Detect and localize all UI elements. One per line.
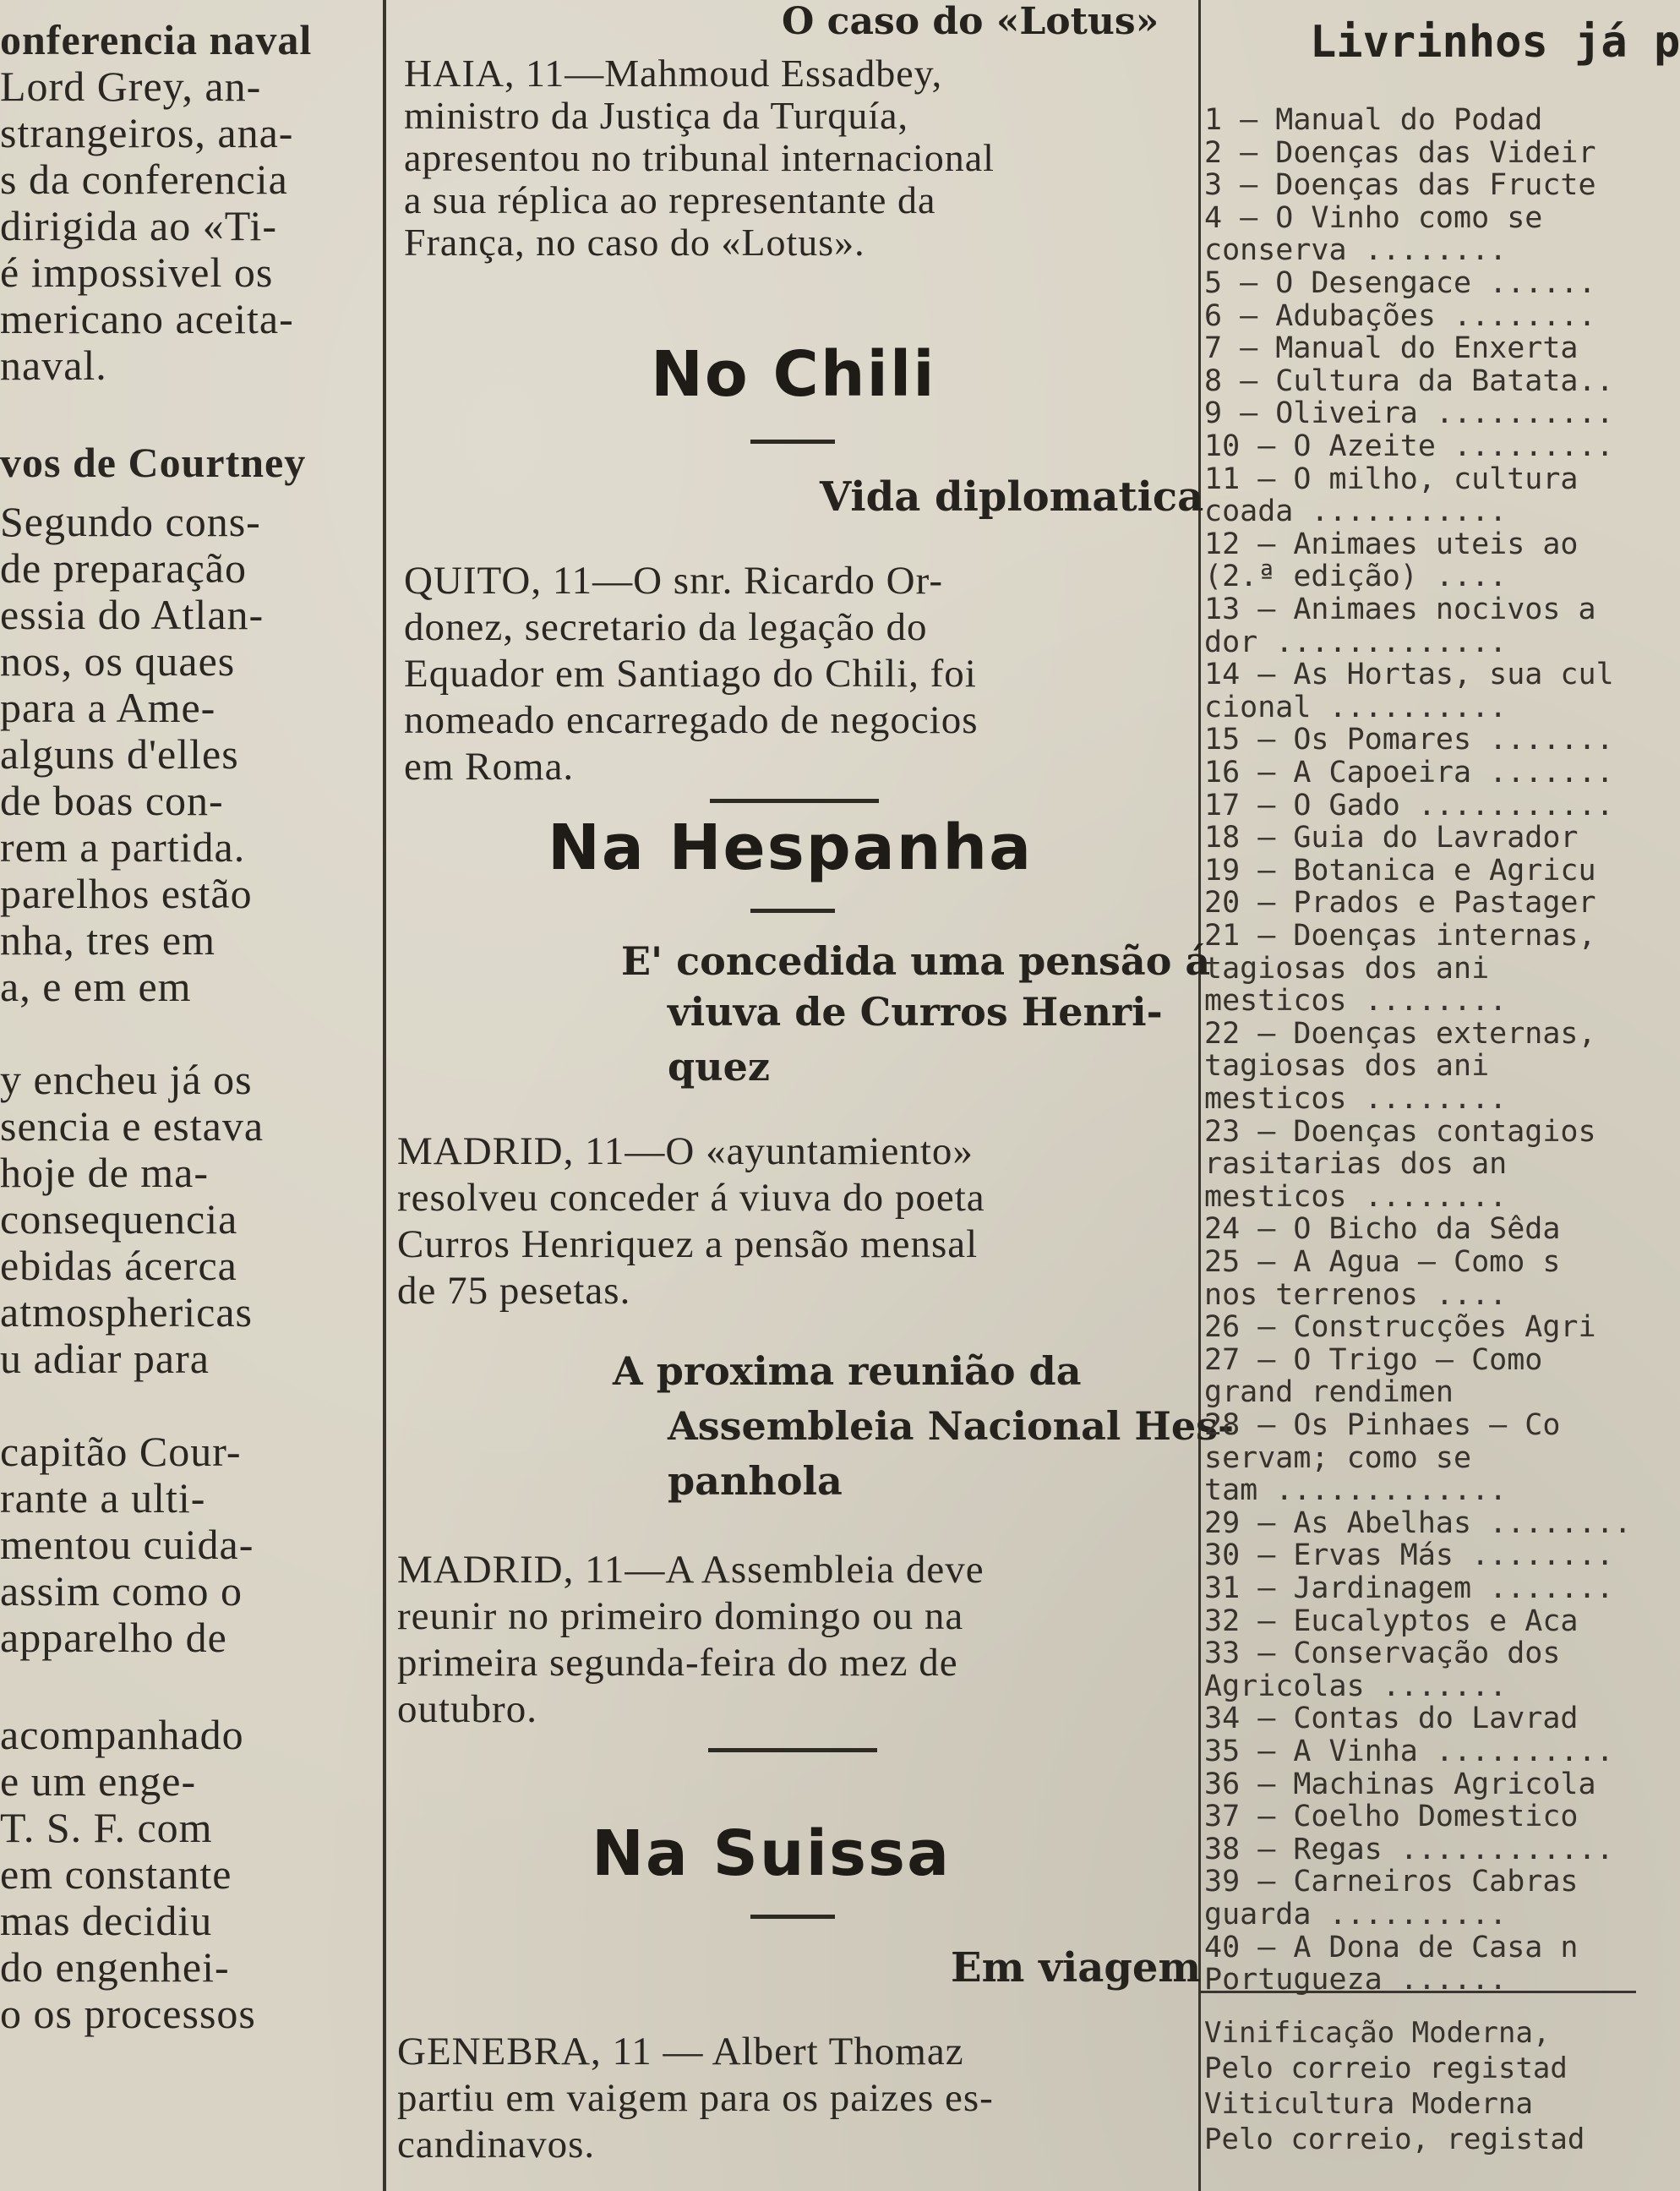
book-list-item: 14 — As Hortas, sua cul: [1204, 658, 1614, 692]
book-list-item: 8 — Cultura da Batata..: [1204, 363, 1614, 398]
book-list-item: tagiosas dos ani: [1204, 951, 1490, 986]
book-list-item: 6 — Adubações ........: [1204, 298, 1596, 333]
article-line: MADRID, 11—O «ayuntamiento»: [397, 1129, 974, 1173]
book-list-item: coada ...........: [1204, 494, 1508, 529]
column-rule-left: [383, 0, 386, 2191]
article-line: mericano aceita-: [0, 295, 294, 342]
article-line: donez, secretario da legação do: [404, 605, 928, 649]
book-list-item: 18 — Guia do Lavrador: [1204, 821, 1579, 855]
article-line: y encheu já os: [0, 1056, 253, 1103]
suissa-headline: Na Suissa: [592, 1817, 951, 1890]
footer-line: Pelo correio registad: [1204, 2052, 1568, 2085]
book-list-item: tam .............: [1204, 1473, 1508, 1508]
article-line: França, no caso do «Lotus».: [404, 221, 865, 264]
article-line: em constante: [0, 1850, 232, 1898]
article-line: MADRID, 11—A Assembleia deve: [397, 1548, 985, 1592]
right-column: [1204, 0, 1680, 2191]
article-line: consequencia: [0, 1195, 238, 1243]
subhead-line: E' concedida uma pensão á: [621, 938, 1211, 984]
book-list-item: 32 — Eucalyptos e Aca: [1204, 1604, 1579, 1638]
footer-line: Vinificação Moderna,: [1204, 2016, 1551, 2050]
book-list-item: 20 — Prados e Pastager: [1204, 886, 1596, 921]
article-line: vos de Courtney: [0, 439, 307, 486]
article-line: essia do Atlan-: [0, 591, 265, 638]
article-line: naval.: [0, 341, 107, 389]
book-list-item: 35 — A Vinha ..........: [1204, 1735, 1614, 1768]
article-line: Lord Grey, an-: [0, 63, 262, 110]
book-list-item: servam; como se: [1204, 1440, 1472, 1475]
book-list-item: 12 — Animaes uteis ao: [1204, 527, 1579, 561]
article-line: acompanhado: [0, 1711, 244, 1758]
article-line: apresentou no tribunal internacional: [404, 136, 995, 179]
article-line: ministro da Justiça da Turquía,: [404, 94, 909, 137]
book-list-item: 28 — Os Pinhaes — Co: [1204, 1408, 1561, 1442]
book-list-item: 15 — Os Pomares .......: [1204, 723, 1614, 757]
article-line: para a Ame-: [0, 684, 216, 731]
book-list-item: 17 — O Gado ...........: [1204, 788, 1614, 822]
book-list-item: 37 — Coelho Domestico: [1204, 1800, 1579, 1834]
footer-line: Pelo correio, registad: [1204, 2123, 1585, 2156]
book-list-item: 25 — A Agua — Como s: [1204, 1245, 1561, 1279]
book-list-item: 1 — Manual do Podad: [1204, 103, 1543, 137]
article-line: outubro.: [397, 1687, 537, 1731]
subhead-line: Assembleia Nacional Hes-: [668, 1403, 1235, 1449]
book-list-item: 10 — O Azeite .........: [1204, 429, 1614, 463]
book-list-item: mesticos ........: [1204, 984, 1508, 1019]
article-line: partiu em vaigem para os paizes es-: [397, 2076, 994, 2120]
article-line: strangeiros, ana-: [0, 109, 294, 156]
article-line: u adiar para: [0, 1335, 210, 1382]
book-list-item: cional ..........: [1204, 690, 1508, 724]
chili-subhead: Vida diplomatica: [820, 473, 1204, 521]
book-list-item: 13 — Animaes nocivos a: [1204, 593, 1596, 626]
book-list-item: conserva ........: [1204, 233, 1508, 268]
book-list-item: grand rendimen: [1204, 1375, 1454, 1410]
article-line: mas decidiu: [0, 1897, 213, 1944]
column-rule-right: [1198, 0, 1201, 2191]
subhead-line: A proxima reunião da: [613, 1348, 1082, 1394]
article-line: HAIA, 11—Mahmoud Essadbey,: [404, 52, 943, 95]
middle-column: [397, 0, 1235, 2191]
article-line: é impossivel os: [0, 249, 274, 296]
book-list-item: 34 — Contas do Lavrad: [1204, 1702, 1579, 1736]
article-line: s da conferencia: [0, 156, 288, 203]
article-line: GENEBRA, 11 — Albert Thomaz: [397, 2030, 964, 2074]
article-line: atmosphericas: [0, 1288, 254, 1336]
book-list-item: rasitarias dos an: [1204, 1147, 1508, 1182]
article-line: parelhos estão: [0, 870, 253, 917]
left-column: [0, 0, 376, 2191]
book-list-item: 3 — Doenças das Fructe: [1204, 168, 1596, 203]
subhead-line: quez: [668, 1044, 770, 1090]
book-list-item: Agricolas .......: [1204, 1669, 1508, 1703]
book-list-item: 31 — Jardinagem .......: [1204, 1571, 1614, 1605]
book-list-item: 24 — O Bicho da Sêda: [1204, 1212, 1561, 1247]
hespanha-headline: Na Hespanha: [548, 811, 1034, 884]
book-list-item: 26 — Construcções Agri: [1204, 1310, 1596, 1345]
article-line: primeira segunda-feira do mez de: [397, 1641, 958, 1685]
book-list-item: mesticos ........: [1204, 1082, 1508, 1116]
article-line: ebidas ácerca: [0, 1242, 237, 1289]
article-line: nomeado encarregado de negocios: [404, 698, 979, 742]
subhead-line: viuva de Curros Henri-: [668, 989, 1163, 1035]
book-list-item: 39 — Carneiros Cabras: [1204, 1865, 1579, 1899]
article-line: a, e em em: [0, 963, 192, 1010]
book-list-item: 9 — Oliveira ..........: [1204, 396, 1614, 431]
article-line: nos, os quaes: [0, 637, 236, 685]
book-list-item: dor .............: [1204, 625, 1508, 659]
book-list-item: 33 — Conservação dos: [1204, 1636, 1561, 1671]
article-line: de 75 pesetas.: [397, 1269, 631, 1313]
book-list-item: 40 — A Dona de Casa n: [1204, 1930, 1579, 1964]
headline-divider: [750, 440, 835, 444]
article-line: rante a ulti-: [0, 1474, 206, 1522]
book-list-item: 21 — Doenças internas,: [1204, 919, 1596, 953]
article-line: sencia e estava: [0, 1102, 265, 1150]
book-list-title: Livrinhos já p: [1310, 17, 1680, 68]
article-line: QUITO, 11—O snr. Ricardo Or-: [404, 559, 943, 603]
book-list-item: 29 — As Abelhas ........: [1204, 1505, 1632, 1540]
book-list-item: 16 — A Capoeira .......: [1204, 756, 1614, 790]
book-list-item: 38 — Regas ............: [1204, 1832, 1614, 1866]
article-line: de preparação: [0, 544, 247, 592]
article-line: nha, tres em: [0, 916, 215, 964]
article-line: onferencia naval: [0, 16, 313, 63]
article-line: apparelho de: [0, 1614, 227, 1661]
headline-divider: [750, 909, 835, 913]
article-line: Equador em Santiago do Chili, foi: [404, 652, 977, 696]
article-line: T. S. F. com: [0, 1804, 213, 1851]
lotus-title: O caso do «Lotus»: [782, 0, 1159, 43]
book-list-item: 22 — Doenças externas,: [1204, 1016, 1596, 1051]
book-list-item: 23 — Doenças contagios: [1204, 1114, 1596, 1149]
suissa-subhead: Em viagem: [951, 1944, 1202, 1992]
chili-headline: No Chili: [651, 338, 936, 411]
article-line: e um enge-: [0, 1757, 197, 1805]
book-list-item: 27 — O Trigo — Como: [1204, 1342, 1543, 1377]
subhead-line: panhola: [668, 1458, 843, 1504]
article-line: de boas con-: [0, 777, 224, 824]
headline-divider: [750, 1915, 835, 1919]
book-list-item: tagiosas dos ani: [1204, 1049, 1490, 1084]
article-line: mentou cuida-: [0, 1521, 254, 1568]
article-line: reunir no primeiro domingo ou na: [397, 1594, 964, 1638]
book-list-item: Portugueza ......: [1204, 1963, 1508, 1997]
article-line: a sua réplica ao representante da: [404, 178, 936, 221]
article-line: hoje de ma-: [0, 1149, 210, 1196]
article-line: o os processos: [0, 1990, 256, 2037]
article-line: Segundo cons-: [0, 498, 261, 545]
article-line: dirigida ao «Ti-: [0, 202, 278, 249]
book-list-item: 11 — O milho, cultura: [1204, 462, 1579, 496]
article-line: assim como o: [0, 1567, 243, 1615]
footer-line: Viticultura Moderna: [1204, 2087, 1533, 2121]
article-line: em Roma.: [404, 745, 575, 789]
article-line: candinavos.: [397, 2123, 596, 2166]
book-list-item: 2 — Doenças das Videir: [1204, 135, 1596, 170]
book-list-item: 5 — O Desengace ......: [1204, 266, 1596, 300]
section-divider: [708, 1748, 877, 1752]
book-list-item: mesticos ........: [1204, 1179, 1508, 1214]
article-line: alguns d'elles: [0, 730, 239, 778]
book-list-item: (2.ª edição) ....: [1204, 560, 1508, 594]
book-list-item: guarda ..........: [1204, 1898, 1508, 1931]
book-list-item: 19 — Botanica e Agricu: [1204, 853, 1596, 888]
book-list-item: 4 — O Vinho como se: [1204, 200, 1543, 235]
article-line: do engenhei-: [0, 1943, 230, 1991]
book-list-item: nos terrenos ....: [1204, 1277, 1508, 1312]
book-list-item: 30 — Ervas Más ........: [1204, 1538, 1614, 1573]
book-list-item: 36 — Machinas Agricola: [1204, 1767, 1596, 1801]
book-list-item: 7 — Manual do Enxerta: [1204, 331, 1579, 366]
article-line: resolveu conceder á viuva do poeta: [397, 1176, 985, 1220]
article-line: capitão Cour-: [0, 1428, 242, 1475]
article-line: rem a partida.: [0, 823, 246, 871]
article-line: Curros Henriquez a pensão mensal: [397, 1222, 979, 1266]
section-divider: [710, 799, 879, 803]
